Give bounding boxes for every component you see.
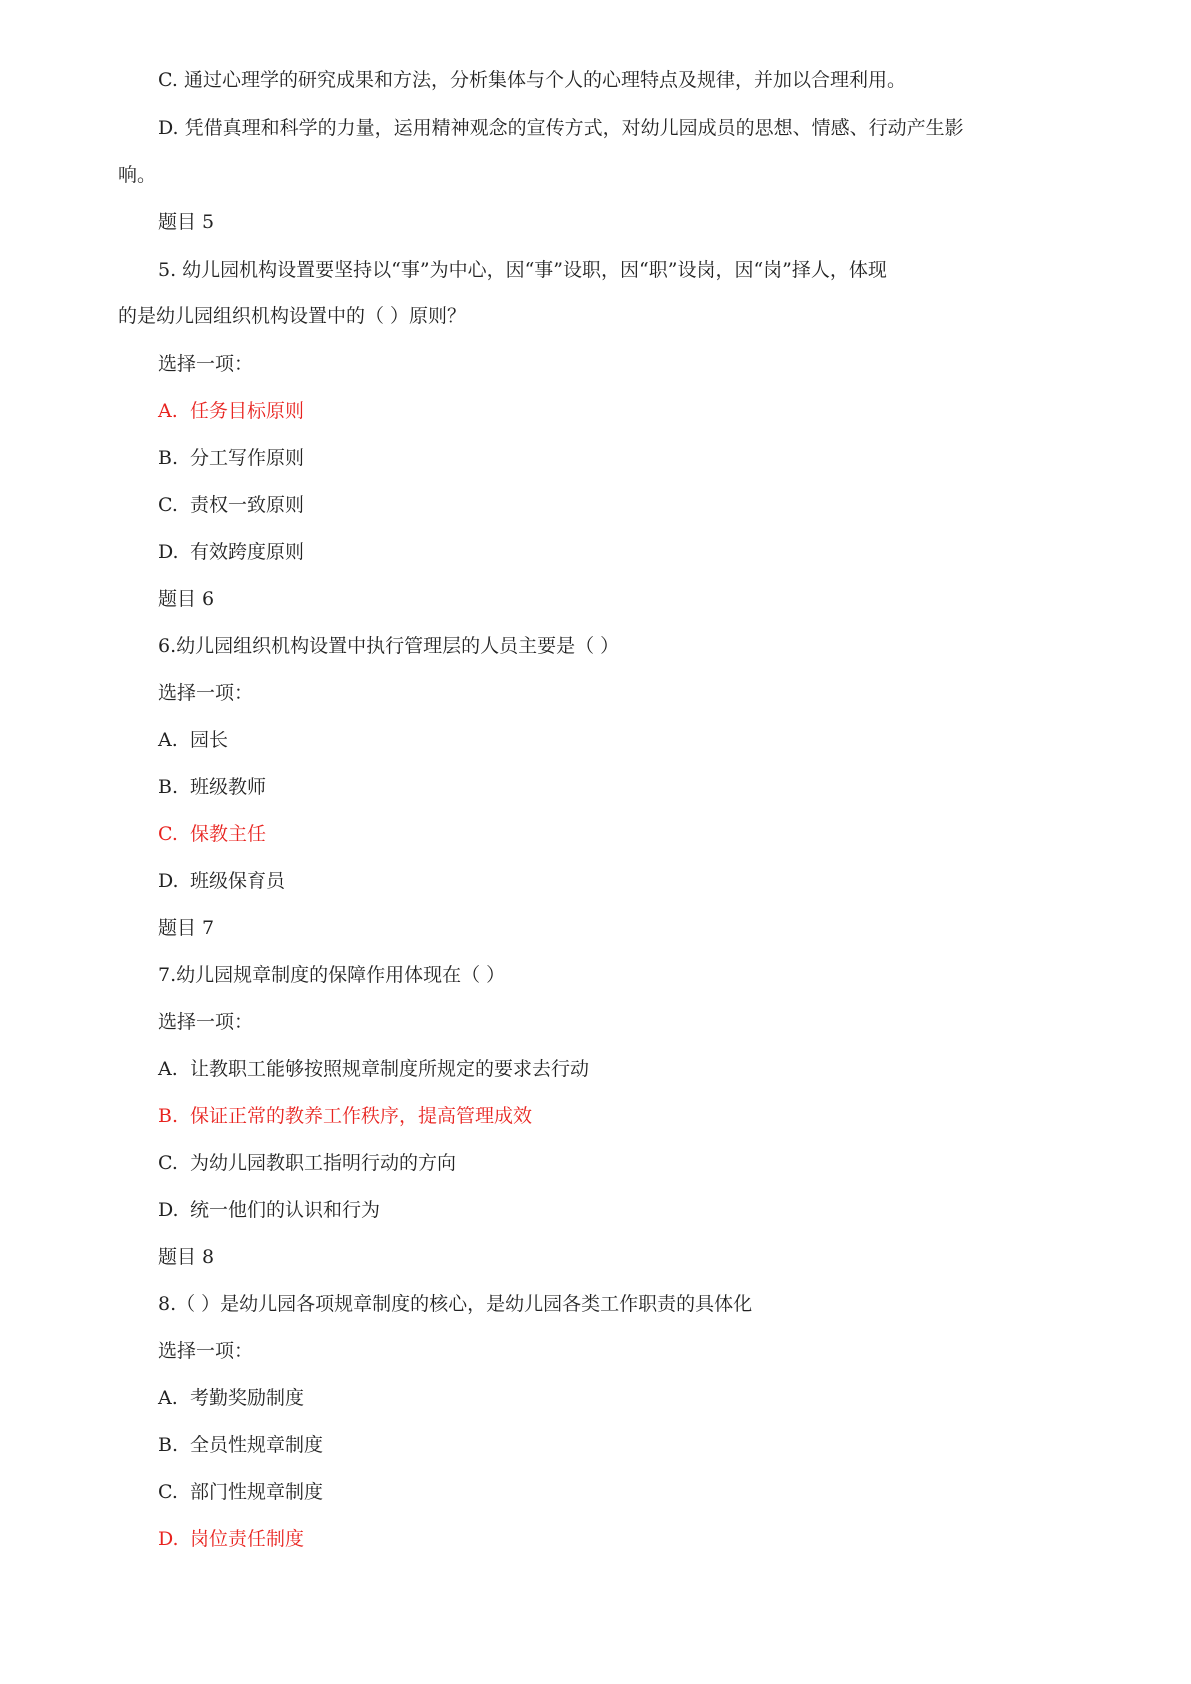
option-d: D. 班级保育员 [158,870,286,892]
option-a-correct: A. 任务目标原则 [158,400,305,422]
prev-option-c: C. 通过心理学的研究成果和方法，分析集体与个人的心理特点及规律，并加以合理利用。 [158,69,906,91]
question-heading: 题目 5 [158,211,215,233]
choice-prompt: 选择一项： [158,1011,254,1033]
option-b: B. 分工写作原则 [158,447,305,469]
prev-option-d-line1: D. 凭借真理和科学的力量，运用精神观念的宣传方式，对幼儿园成员的思想、情感、行动产生影 [158,117,964,139]
option-a: A. 考勤奖励制度 [158,1387,305,1409]
option-b: B. 班级教师 [158,776,267,798]
option-d-correct: D. 岗位责任制度 [158,1528,305,1550]
option-d: D. 统一他们的认识和行为 [158,1199,381,1221]
option-b-correct: B. 保证正常的教养工作秩序，提高管理成效 [158,1105,533,1127]
choice-prompt: 选择一项： [158,353,254,375]
option-c: C. 部门性规章制度 [158,1481,324,1503]
choice-prompt: 选择一项： [158,1340,254,1362]
question-heading: 题目 8 [158,1246,215,1268]
option-b: B. 全员性规章制度 [158,1434,324,1456]
choice-prompt: 选择一项： [158,682,254,704]
option-d: D. 有效跨度原则 [158,541,305,563]
prev-option-d-line2: 响。 [118,164,157,186]
question-stem: 7.幼儿园规章制度的保障作用体现在（ ） [158,964,506,986]
question-stem: 8.（ ）是幼儿园各项规章制度的核心，是幼儿园各类工作职责的具体化 [158,1293,753,1315]
question-stem-continued: 的是幼儿园组织机构设置中的（ ）原则？ [118,305,467,327]
option-a: A. 园长 [158,729,229,751]
option-c: C. 责权一致原则 [158,494,305,516]
question-stem: 6.幼儿园组织机构设置中执行管理层的人员主要是（ ） [158,635,620,657]
option-c: C. 为幼儿园教职工指明行动的方向 [158,1152,457,1174]
option-c-correct: C. 保教主任 [158,823,267,845]
option-a: A. 让教职工能够按照规章制度所规定的要求去行动 [158,1058,590,1080]
question-heading: 题目 6 [158,588,215,610]
question-heading: 题目 7 [158,917,215,939]
question-stem: 5. 幼儿园机构设置要坚持以“事”为中心，因“事”设职，因“职”设岗，因“岗”择人，体现 [158,259,887,281]
